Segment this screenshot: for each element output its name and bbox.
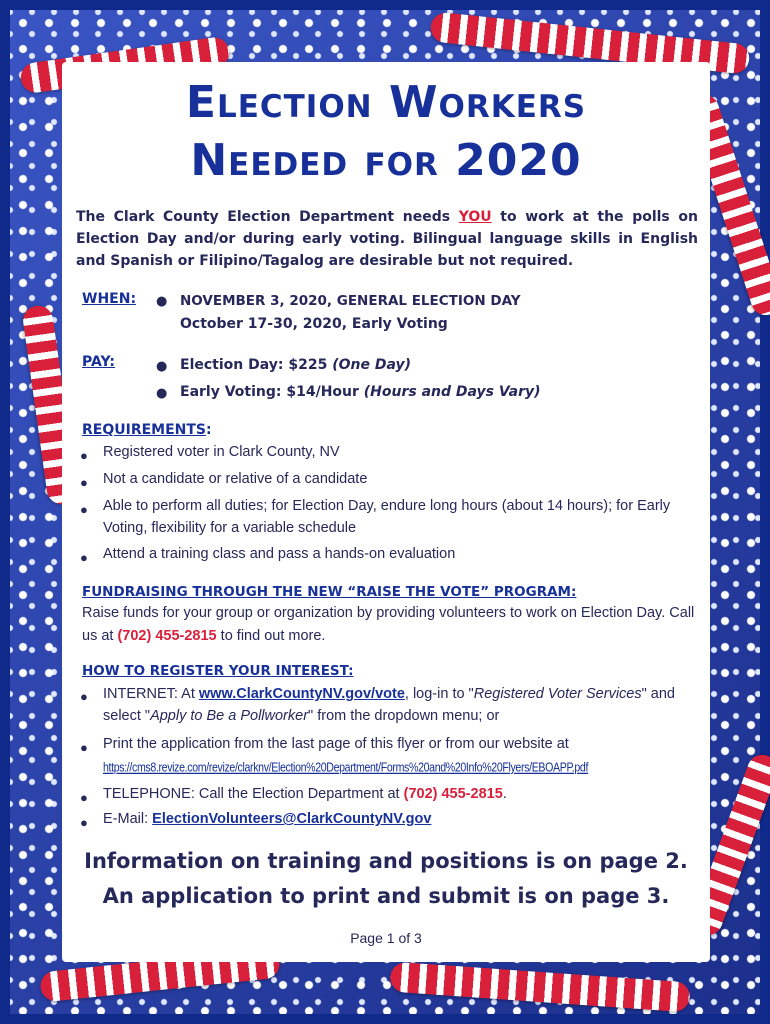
internet-italic-1: Registered Voter Services [473,686,642,702]
pay-election-day-rate: Election Day: $225 [180,357,333,373]
reg-bullet-email: ● [80,815,88,830]
internet-text-1: , log-in to " [404,686,474,702]
req-item-2: Not a candidate or relative of a candidate [103,471,368,487]
telephone-number[interactable]: (702) 455-2815 [403,786,503,802]
intro-text-start: The Clark County Election Department needs [76,209,459,225]
intro-emphasis: YOU [458,209,492,225]
footer-line-1: Information on training and positions is on page 2. [84,849,688,873]
req-bullet-4: ● [80,550,88,565]
fundraising-text-end: to find out more. [216,628,326,644]
reg-internet [103,683,703,727]
pay-bullet-2: ● [156,386,168,401]
pay-election-day [180,357,411,373]
reg-bullet-internet: ● [80,689,88,704]
req-item-3: Able to perform all duties; for Election Day, endure long hours (about 14 hours); for Early Voting, flexibility for a variable schedule [103,498,671,536]
page-title [62,74,710,190]
vote-link[interactable]: www.ClarkCountyNV.gov/vote [198,686,405,702]
internet-text-2: " and select " [103,686,675,724]
when-label: WHEN: [82,291,137,307]
pay-early-voting-rate: Early Voting: $14/Hour [180,384,364,400]
pay-early-voting-note: (Hours and Days Vary) [363,384,541,400]
title-line-1: Election Workers [185,77,587,128]
internet-italic-2: Apply to Be a Pollworker [150,708,309,724]
when-bullet: ● [156,294,168,309]
reg-email [103,808,703,830]
when-line-1: NOVEMBER 3, 2020, GENERAL ELECTION DAY [180,293,521,309]
fundraising-paragraph [82,602,702,648]
requirements-label: REQUIREMENTS [82,422,207,438]
footer-line-2: An application to print and submit is on page 3. [102,884,670,908]
req-item-4: Attend a training class and pass a hands-on evaluation [103,546,456,562]
req-bullet-1: ● [80,448,88,463]
pay-early-voting [180,384,541,400]
fundraising-phone[interactable]: (702) 455-2815 [117,628,217,644]
reg-bullet-print: ● [80,740,88,755]
when-line-2: October 17-30, 2020, Early Voting [180,316,448,332]
requirements-heading [82,422,212,438]
fundraising-heading: FUNDRAISING THROUGH THE NEW “RAISE THE VOTE” PROGRAM: [82,584,577,600]
register-heading: HOW TO REGISTER YOUR INTEREST: [82,663,354,679]
intro-paragraph [76,206,698,272]
req-item-1: Registered voter in Clark County, NV [103,444,340,460]
req-bullet-3: ● [80,502,88,517]
internet-prefix: INTERNET: At [103,686,199,702]
reg-bullet-telephone: ● [80,790,88,805]
pay-election-day-note: (One Day) [332,357,411,373]
application-url[interactable]: https://cms8.revize.com/revize/clarknv/Election%20Department/Forms%20and%20Info%20Flyers/EBOAPP.pdf [103,760,589,776]
page-number: Page 1 of 3 [350,930,422,946]
title-line-2: Needed for 2020 [190,135,582,186]
email-link[interactable]: ElectionVolunteers@ClarkCountyNV.gov [152,811,432,827]
reg-telephone [103,783,703,805]
pay-label: PAY: [82,354,115,370]
internet-text-3: " from the dropdown menu; or [308,708,500,724]
pay-bullet-1: ● [156,359,168,374]
telephone-prefix: TELEPHONE: Call the Election Department at [103,786,404,802]
req-bullet-2: ● [80,475,88,490]
telephone-end: . [502,786,507,802]
requirements-colon: : [206,422,212,438]
email-prefix: E-Mail: [103,811,153,827]
reg-print: Print the application from the last page of this flyer or from our website at [103,736,569,752]
intro-text-end: to work at the polls on Election Day and/or during early voting. Bilingual language skills in English and Spanish or Filipino/Tagalog are desirable but not required. [76,209,698,269]
fundraising-text: Raise funds for your group or organization by providing volunteers to work on Election Day. Call us at [82,605,695,644]
ribbon-bottom-right [389,962,690,1013]
